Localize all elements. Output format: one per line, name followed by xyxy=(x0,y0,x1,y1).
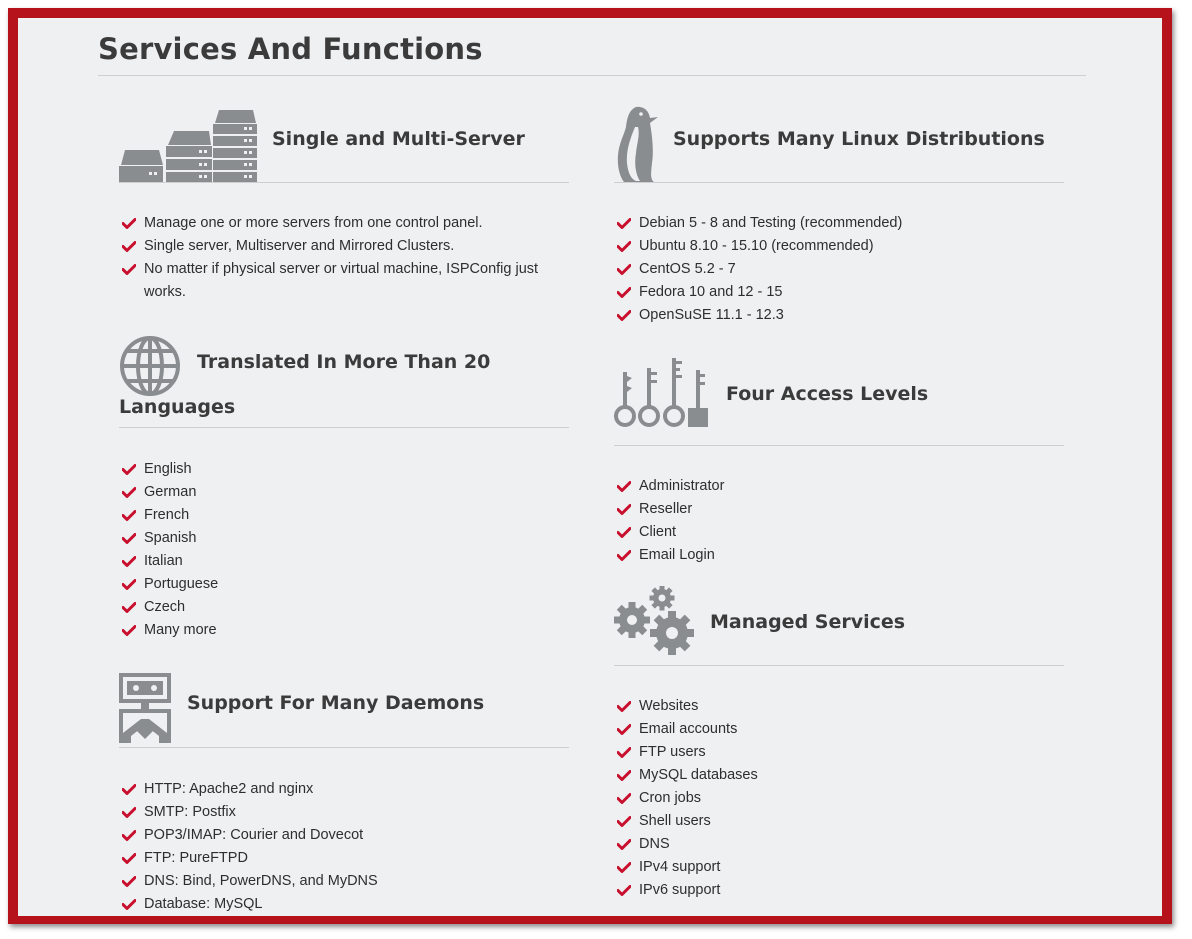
check-icon xyxy=(122,464,136,475)
list-item: Cron jobs xyxy=(614,787,1034,810)
section-title: Translated In More Than 20 Languages xyxy=(119,351,491,418)
list-item: IPv6 support xyxy=(614,879,1034,902)
list-item: DNS: Bind, PowerDNS, and MyDNS xyxy=(119,870,539,893)
gears-icon xyxy=(614,586,696,658)
section-divider xyxy=(119,747,569,748)
check-icon xyxy=(617,218,631,229)
list-item: Database: MySQL xyxy=(119,893,539,916)
check-icon xyxy=(122,510,136,521)
section-title: Single and Multi-Server xyxy=(272,128,525,150)
check-icon xyxy=(617,504,631,515)
feature-list xyxy=(119,778,539,916)
section-linux xyxy=(614,100,1074,340)
list-item: English xyxy=(119,458,539,481)
section-title: Support For Many Daemons xyxy=(187,692,485,714)
check-icon xyxy=(122,784,136,795)
check-icon xyxy=(122,556,136,567)
list-item: German xyxy=(119,481,539,504)
page-title: Services And Functions xyxy=(98,32,483,66)
section-divider xyxy=(119,427,569,428)
check-icon xyxy=(617,862,631,873)
section-divider xyxy=(119,182,569,183)
list-item: Ubuntu 8.10 - 15.10 (recommended) xyxy=(614,235,1034,258)
feature-list xyxy=(119,458,539,642)
check-icon xyxy=(122,579,136,590)
section-title: Managed Services xyxy=(710,611,906,633)
list-item: Manage one or more servers from one control panel. xyxy=(119,212,539,235)
check-icon xyxy=(617,264,631,275)
section-access xyxy=(614,353,1074,563)
list-item: DNS xyxy=(614,833,1034,856)
list-item: FTP users xyxy=(614,741,1034,764)
section-multi-server xyxy=(119,100,579,310)
check-icon xyxy=(122,487,136,498)
list-item: HTTP: Apache2 and nginx xyxy=(119,778,539,801)
feature-list xyxy=(614,212,1034,327)
list-item: Portuguese xyxy=(119,573,539,596)
check-icon xyxy=(617,839,631,850)
check-icon xyxy=(617,550,631,561)
check-icon xyxy=(617,816,631,827)
check-icon xyxy=(617,770,631,781)
list-item: OpenSuSE 11.1 - 12.3 xyxy=(614,304,1034,327)
list-item: Administrator xyxy=(614,475,1034,498)
section-languages xyxy=(119,328,579,648)
keys-icon xyxy=(614,358,714,428)
list-item: Single server, Multiserver and Mirrored Clusters. xyxy=(119,235,539,258)
list-item: Spanish xyxy=(119,527,539,550)
list-item: Czech xyxy=(119,596,539,619)
check-icon xyxy=(122,241,136,252)
list-item: FTP: PureFTPD xyxy=(119,847,539,870)
check-icon xyxy=(617,747,631,758)
content-panel xyxy=(18,18,1162,916)
servers-icon xyxy=(119,105,259,185)
check-icon xyxy=(617,287,631,298)
check-icon xyxy=(122,853,136,864)
check-icon xyxy=(122,807,136,818)
check-icon xyxy=(122,876,136,887)
check-icon xyxy=(122,899,136,910)
check-icon xyxy=(617,793,631,804)
feature-list xyxy=(614,475,1034,567)
section-title: Four Access Levels xyxy=(726,383,929,405)
check-icon xyxy=(122,533,136,544)
list-item: Reseller xyxy=(614,498,1034,521)
list-item: Client xyxy=(614,521,1034,544)
section-divider xyxy=(614,665,1064,666)
section-daemons xyxy=(119,668,579,916)
check-icon xyxy=(122,264,136,275)
feature-list xyxy=(119,212,539,304)
list-item: Many more xyxy=(119,619,539,642)
list-item: CentOS 5.2 - 7 xyxy=(614,258,1034,281)
list-item: No matter if physical server or virtual machine, ISPConfig just works. xyxy=(119,258,539,304)
section-services xyxy=(614,586,1074,906)
check-icon xyxy=(617,310,631,321)
section-divider xyxy=(614,182,1064,183)
list-item: Email Login xyxy=(614,544,1034,567)
check-icon xyxy=(122,830,136,841)
penguin-icon xyxy=(614,105,664,185)
section-title: Supports Many Linux Distributions xyxy=(673,128,1045,150)
list-item: IPv4 support xyxy=(614,856,1034,879)
list-item: MySQL databases xyxy=(614,764,1034,787)
list-item: POP3/IMAP: Courier and Dovecot xyxy=(119,824,539,847)
check-icon xyxy=(617,885,631,896)
check-icon xyxy=(617,481,631,492)
list-item: Fedora 10 and 12 - 15 xyxy=(614,281,1034,304)
list-item: SMTP: Postfix xyxy=(119,801,539,824)
list-item: Italian xyxy=(119,550,539,573)
check-icon xyxy=(122,625,136,636)
list-item: Shell users xyxy=(614,810,1034,833)
check-icon xyxy=(122,602,136,613)
list-item: Websites xyxy=(614,695,1034,718)
list-item: Debian 5 - 8 and Testing (recommended) xyxy=(614,212,1034,235)
feature-list xyxy=(614,695,1034,902)
check-icon xyxy=(122,218,136,229)
title-divider xyxy=(98,75,1086,76)
check-icon xyxy=(617,724,631,735)
check-icon xyxy=(617,701,631,712)
list-item: Email accounts xyxy=(614,718,1034,741)
check-icon xyxy=(617,241,631,252)
page-frame xyxy=(8,8,1172,924)
daemon-icon xyxy=(119,673,171,743)
list-item: French xyxy=(119,504,539,527)
section-divider xyxy=(614,445,1064,446)
check-icon xyxy=(617,527,631,538)
